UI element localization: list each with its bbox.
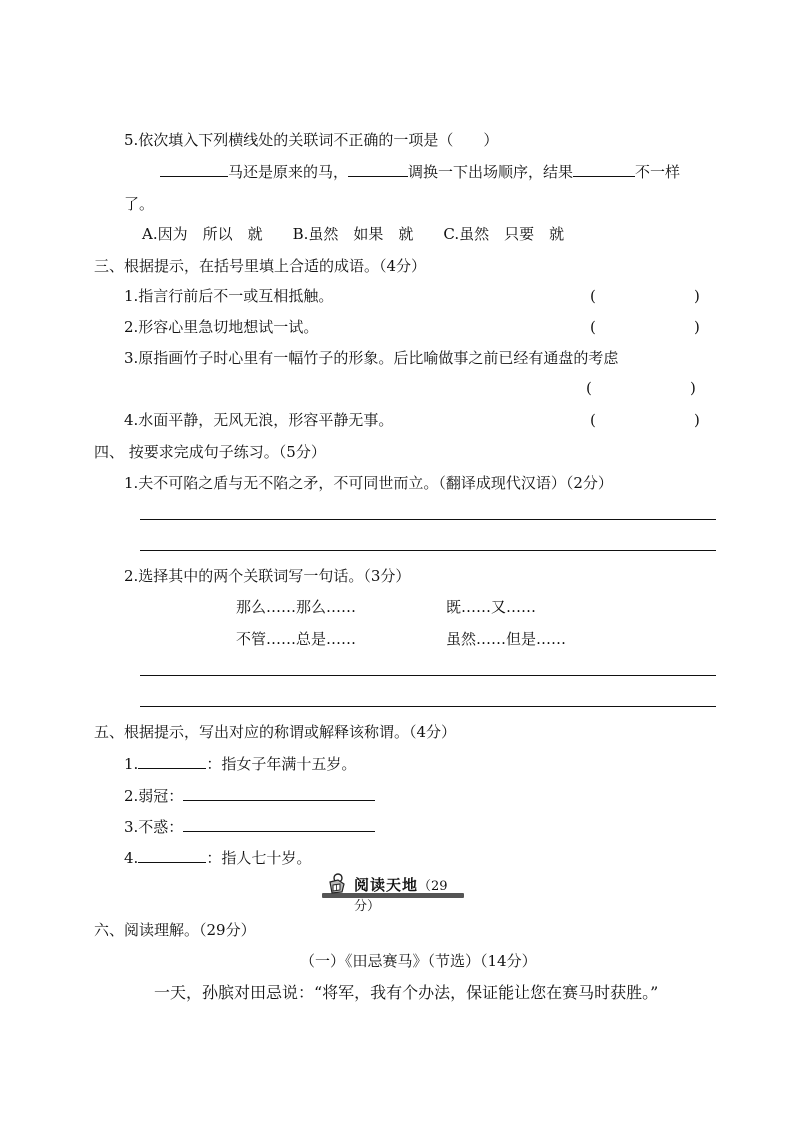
s5-item-3 <box>124 817 375 837</box>
s5-blank-1[interactable] <box>138 754 206 769</box>
s3-item-3: 3.原指画竹子时心里有一幅竹子的形象。后比喻做事之前已经有通盘的考虑 <box>124 349 619 367</box>
s5-item-1 <box>124 754 356 774</box>
s3-paren-open-3: ( <box>586 379 592 397</box>
s3-item-1: 1.指言行前后不一或互相抵触。 <box>124 287 334 305</box>
s6-paragraph-1: 一天，孙膑对田忌说：“将军，我有个办法，保证能让您在赛马时获胜。” <box>154 983 659 1002</box>
pair-3: 不管……总是…… <box>236 630 357 648</box>
s4-q2: 2.选择其中的两个关联词写一句话。（3分） <box>124 567 411 585</box>
s5-blank-2[interactable] <box>183 786 375 801</box>
s6-title: 六、阅读理解。（29分） <box>94 921 256 939</box>
pair-4: 虽然……但是…… <box>446 630 567 648</box>
q5-line2: 了。 <box>124 195 155 213</box>
q5-line1-a: 马还是原来的马， <box>228 163 349 181</box>
s3-paren-close-3: ) <box>690 379 696 397</box>
pair-1: 那么……那么…… <box>236 598 357 616</box>
answer-line-4[interactable] <box>140 706 716 707</box>
s5-item-2 <box>124 786 375 806</box>
s4-q1: 1.夫不可陷之盾与无不陷之矛，不可同世而立。（翻译成现代汉语）（2分） <box>124 474 613 492</box>
banner-text <box>354 876 464 916</box>
s3-paren-close-1: ) <box>694 287 700 305</box>
q5-options: A.因为 所以 就 B.虽然 如果 就 C.虽然 只要 就 <box>142 225 565 243</box>
answer-line-1[interactable] <box>140 519 716 520</box>
s3-item-2: 2.形容心里急切地想试一试。 <box>124 318 319 336</box>
q5-stem: 5.依次填入下列横线处的关联词不正确的一项是（ ） <box>124 131 499 149</box>
s3-item-4: 4.水面平静，无风无浪，形容平静无事。 <box>124 411 394 429</box>
s5-item-4-num: 4. <box>124 849 139 867</box>
q5-blank-3[interactable] <box>573 162 635 177</box>
s3-title: 三、根据提示，在括号里填上合适的成语。（4分） <box>94 257 427 275</box>
q5-blank-2[interactable] <box>348 162 408 177</box>
s5-item-4 <box>124 848 311 868</box>
s4-title: 四、 按要求完成句子练习。（5分） <box>94 443 326 461</box>
s5-item-4-text: ：指人七十岁。 <box>206 849 312 867</box>
s6-subtitle: （一）《田忌赛马》（节选）（14分） <box>300 952 537 970</box>
s5-item-2-label: 2.弱冠： <box>124 787 184 805</box>
reading-banner <box>322 876 464 914</box>
q5-line1-c: 不一样 <box>635 163 681 181</box>
s5-blank-3[interactable] <box>183 817 375 832</box>
q5-line1-b: 调换一下出场顺序，结果 <box>408 163 574 181</box>
banner-title: 阅读天地 <box>354 876 419 894</box>
q5-line1 <box>160 162 680 182</box>
pair-2: 既……又…… <box>446 598 537 616</box>
s5-item-1-text: ：指女子年满十五岁。 <box>206 755 357 773</box>
answer-line-2[interactable] <box>140 550 716 551</box>
s5-item-1-num: 1. <box>124 755 139 773</box>
s3-paren-open-4: ( <box>590 411 596 429</box>
s3-paren-open-1: ( <box>590 287 596 305</box>
answer-line-3[interactable] <box>140 675 716 676</box>
s3-paren-close-4: ) <box>694 411 700 429</box>
banner-score: （29 分） <box>354 879 448 914</box>
s5-item-3-label: 3.不惑： <box>124 818 184 836</box>
q5-blank-1[interactable] <box>160 162 228 177</box>
s3-paren-open-2: ( <box>590 318 596 336</box>
reading-figure-icon <box>324 872 350 898</box>
s3-paren-close-2: ) <box>694 318 700 336</box>
s5-blank-4[interactable] <box>138 848 206 863</box>
s5-title: 五、根据提示，写出对应的称谓或解释该称谓。（4分） <box>94 723 457 741</box>
